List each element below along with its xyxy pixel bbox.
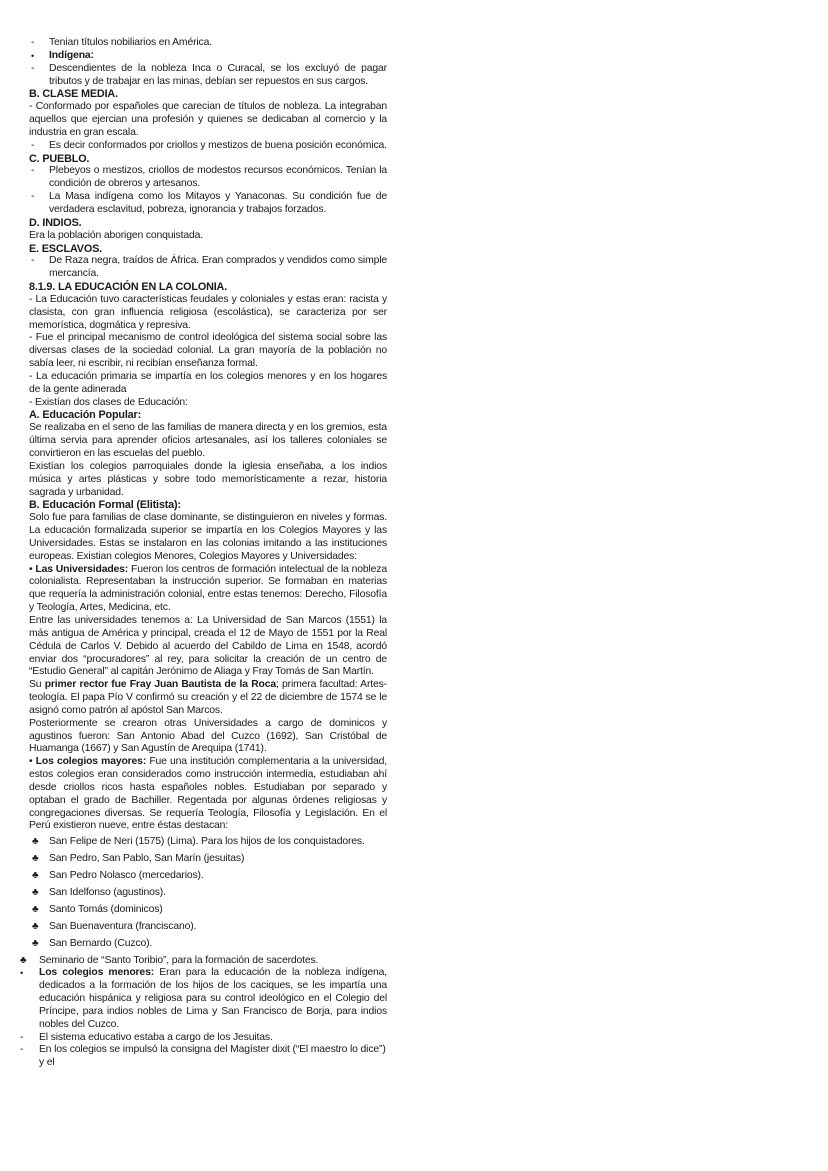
paragraph: - Existían dos clases de Educación: <box>29 396 188 408</box>
list-item: - En los colegios se impulsó la consigna del Magíster dixit (“El maestro lo dice”) y el <box>20 1044 386 1069</box>
list-item: ♣ San Pedro, San Pablo, San Marín (jesuitas) <box>29 851 387 868</box>
club-icon: ♣ <box>32 937 39 949</box>
list-item: - La Masa indígena como los Mitayos y Yanaconas. Su condición fue de verdadera esclavitud, pobreza, ignorancia y trabajos forzados. <box>31 191 387 215</box>
list-item: ♣ Santo Tomás (dominicos) <box>29 902 387 919</box>
outdented-block <box>20 955 387 1071</box>
list-item: ♣ San Pedro Nolasco (mercedarios). <box>29 868 387 885</box>
list-item: ♣ San Buenaventura (franciscano). <box>29 919 387 936</box>
bullet-icon: • <box>29 563 33 575</box>
list-item: - De Raza negra, traídos de África. Eran comprados y vendidos como simple mercancía. <box>31 255 387 280</box>
paragraph: - Conformado por españoles que carecian de títulos de nobleza. La integraban aquellos que ejercian una profesión y quienes se dedicaban al comercio y la industria en gran escala. <box>29 101 387 138</box>
club-icon: ♣ <box>32 903 39 915</box>
dash-bullet-icon: - <box>31 165 35 177</box>
dash-bullet-icon: - <box>31 191 35 203</box>
term-universidades: Las Universidades: <box>35 563 129 575</box>
dash-bullet-icon: - <box>31 37 35 48</box>
section-heading-clase-media: B. CLASE MEDIA. <box>29 88 118 101</box>
section-heading-educacion-formal: B. Educación Formal (Elitista): <box>29 499 181 512</box>
dash-bullet-icon: - <box>31 62 35 74</box>
paragraph: Solo fue para familias de clase dominante, se distinguieron en niveles y formas. La educación formalizada superior se impartía en los Colegios Mayores y las Universidades. Estas se instalaron en las colonias imitando a las instituciones europeas. Existian colegios Menores, Colegios Mayores y Universidades: <box>29 512 387 562</box>
dash-bullet-icon: - <box>31 139 35 151</box>
list-item <box>29 50 387 63</box>
document-page <box>20 37 387 1070</box>
paragraph: Existían los colegios parroquiales donde la iglesia enseñaba, a los indios música y artes plásticas y sobre todo memorísticamente a rezar, historia sagrada y urbanidad. <box>29 460 387 498</box>
subheading-indigena: Indígena: <box>49 49 94 61</box>
club-icon: ♣ <box>32 853 39 865</box>
list-item: - El sistema educativo estaba a cargo de los Jesuitas. <box>20 1031 273 1043</box>
paragraph-universidades: • Las Universidades: Fueron los centros de formación intelectual de la nobleza colonialista. Representaban la instrucción superior. Se formaban en materias que requería la administración colonial, entre estas tenemos: Derecho, Filosofía y Teología, Artes, Medicina, etc. <box>29 563 387 614</box>
club-icon: ♣ <box>32 836 39 848</box>
colegios-list <box>29 834 387 952</box>
paragraph: Entre las universidades tenemos a: La Universidad de San Marcos (1551) la más antigua de América y principal, creada el 12 de Mayo de 1551 por la Real Cédula de Carlos V. Debido al acuerdo del Cabildo de Lima en 1548, acordó enviar dos “procuradores” al rey, para solicitar la creación de un centro de “Estudio General” al capitán Jerónimo de Aliaga y Fray Tomás de San Martín. <box>29 614 387 678</box>
dash-bullet-icon: - <box>20 1031 24 1043</box>
list-item: - Plebeyos o mestizos, criollos de modestos recursos económicos. Tenían la condición de obreros y artesanos. <box>31 165 387 190</box>
club-icon: ♣ <box>20 954 27 966</box>
list-item: ♣ San Felipe de Neri (1575) (Lima). Para los hijos de los conquistadores. <box>29 834 387 851</box>
dash-bullet-icon: - <box>20 1044 24 1056</box>
section-heading-educacion-colonia: 8.1.9. LA EDUCACIÓN EN LA COLONIA. <box>29 281 228 294</box>
paragraph: - La Educación tuvo características feudales y coloniales y estas eran: racista y clasista, con gran influencia religiosa (escolástica), se caracteriza por ser memorística, dogmática y represiva. <box>29 293 387 331</box>
paragraph: Posteriormente se crearon otras Universidades a cargo de dominicos y agustinos fueron: San Antonio Abad del Cuzco (1692), San Cristóbal de Huamanga (1667) y San Agustín de Arequipa (1741). <box>29 717 387 755</box>
club-icon: ♣ <box>32 920 39 932</box>
section-heading-esclavos: E. ESCLAVOS. <box>29 242 102 255</box>
bullet-icon: • <box>20 968 24 979</box>
section-heading-indios: D. INDIOS. <box>29 216 82 229</box>
list-item: • Los colegios menores: Eran para la educación de la nobleza indígena, dedicados a la formación de los hijos de los caciques, se les impartía una educación hispánica y religiosa para su control ideológico en el Colegio del Príncipe, para indios nobles de Lima y San Francisco de Borja, para indios nobles del Cuzco. <box>20 967 387 1030</box>
paragraph: Se realizaba en el seno de las familias de manera directa y en los gremios, esta última servia para aprender oficios artesanales, así los talleres coloniales se convirtieron en las escuelas del pueblo. <box>29 422 387 459</box>
paragraph: Su primer rector fue Fray Juan Bautista de la Roca; primera facultad: Artes-teología. El papa Pío V confirmó su creación y el 22 de diciembre de 1574 se le asignó como patrón al apóstol San Marcos. <box>29 679 387 716</box>
paragraph-colegios-mayores: • Los colegios mayores: Fue una institución complementaria a la universidad, estos colegios eran considerados como instrucción intermedia, estudiaban ahí desde criollos ricos hasta españoles nobles. Estudiaban por separado y optaban el grado de Bachiller. Regentada por algunas órdenes religiosas y congregaciones diversas. Se requería Teología, Filosofía y Legislación. En el Perú existieron nueve, entre éstas destacan: <box>29 756 387 832</box>
list-item: ♣ Seminario de “Santo Toribio”, para la formación de sacerdotes. <box>20 954 319 966</box>
paragraph: Era la población aborigen conquistada. <box>29 229 203 241</box>
list-item: - Descendientes de la nobleza Inca o Curacal, se los excluyó de pagar tributos y de trabajar en las minas, debían ser repuestos en sus cargos. <box>31 62 387 87</box>
dash-bullet-icon: - <box>31 255 35 267</box>
club-icon: ♣ <box>32 887 39 898</box>
bullet-icon: • <box>31 50 35 61</box>
list-item: - Tenian títulos nobiliarios en América. <box>31 37 212 48</box>
club-icon: ♣ <box>32 870 39 882</box>
list-item: ♣ San Bernardo (Cuzco). <box>29 936 387 953</box>
bullet-icon: • <box>29 756 33 768</box>
list-item: ♣ San Idelfonso (agustinos). <box>29 885 387 902</box>
paragraph: - Fue el principal mecanismo de control ideológica del sistema social sobre las diversas clases de la sociedad colonial. La gran mayoría de la población no sabía leer, ni escribir, ni recibían enseñanza formal. <box>29 332 387 370</box>
term-colegios-menores: Los colegios menores: <box>39 967 155 979</box>
list-item: - Es decir conformados por criollos y mestizos de buena posición económica. <box>31 139 387 151</box>
term-colegios-mayores: Los colegios mayores: <box>35 756 147 768</box>
section-heading-pueblo: C. PUEBLO. <box>29 152 90 165</box>
section-heading-educacion-popular: A. Educación Popular: <box>29 409 142 422</box>
paragraph: - La educación primaria se impartía en los colegios menores y en los hogares de la gente adinerada <box>29 370 387 395</box>
